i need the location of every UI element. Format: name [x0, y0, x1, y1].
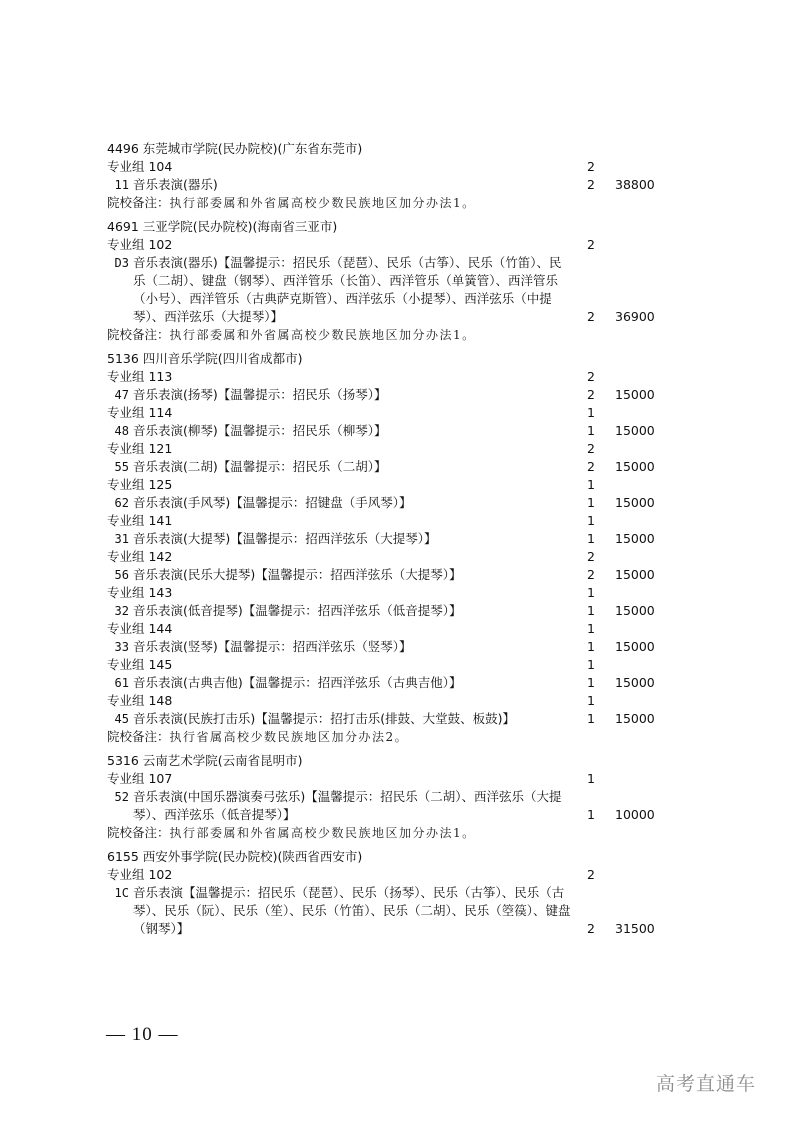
tuition-fee: 15000: [615, 639, 655, 654]
major-code: 47: [114, 388, 129, 402]
tuition-fee: 36900: [615, 309, 655, 324]
major-row: [107, 422, 657, 440]
major-count: 1: [587, 603, 595, 618]
major-code: 56: [114, 568, 129, 582]
page-number: — 10 —: [106, 1024, 179, 1045]
major-code: 61: [114, 676, 129, 690]
major-description: 音乐表演(中国乐器演奏弓弦乐)【温馨提示：招民乐（二胡）、西洋弦乐（大提琴）、西洋弦乐（低音提琴）】: [133, 789, 562, 822]
major-row: [107, 710, 657, 728]
major-group-row: [107, 158, 657, 176]
school-note-label: 院校备注：: [107, 825, 170, 840]
major-count: 1: [587, 495, 595, 510]
major-count: 1: [587, 675, 595, 690]
group-count: 2: [587, 159, 595, 174]
major-group-row: [107, 620, 657, 638]
school-note-label: 院校备注：: [107, 327, 170, 342]
major-count: 1: [587, 807, 595, 822]
group-label: 专业组 113: [107, 369, 173, 384]
major-group-row: [107, 404, 657, 422]
group-count: 2: [587, 867, 595, 882]
major-count: 2: [587, 459, 595, 474]
major-row: [107, 176, 657, 194]
group-label: 专业组 148: [107, 693, 173, 708]
school-block: [107, 218, 657, 344]
school-note-text: 执行部委属和外省属高校少数民族地区加分办法1。: [169, 826, 476, 840]
school-note: [107, 326, 657, 344]
major-row: [107, 788, 657, 824]
tuition-fee: 31500: [615, 921, 655, 936]
major-row: [107, 254, 657, 326]
school-title: 4691 三亚学院(民办院校)(海南省三亚市): [107, 219, 338, 234]
major-description: 音乐表演(古典吉他)【温馨提示：招西洋弦乐（古典吉他）】: [133, 675, 462, 690]
major-row: [107, 458, 657, 476]
school-note-label: 院校备注：: [107, 729, 170, 744]
group-label: 专业组 102: [107, 867, 173, 882]
group-count: 1: [587, 621, 595, 636]
major-row: [107, 884, 657, 938]
group-count: 1: [587, 477, 595, 492]
major-description: 音乐表演(二胡)【温馨提示：招民乐（二胡）】: [133, 459, 387, 474]
major-code: 32: [114, 604, 129, 618]
admissions-list: [107, 140, 657, 944]
major-row: [107, 674, 657, 692]
school-note: [107, 194, 657, 212]
tuition-fee: 15000: [615, 531, 655, 546]
school-block: [107, 848, 657, 938]
major-description: 音乐表演(扬琴)【温馨提示：招民乐（扬琴）】: [133, 387, 387, 402]
watermark: 高考直通车: [656, 1073, 757, 1095]
group-count: 2: [587, 441, 595, 456]
tuition-fee: 15000: [615, 675, 655, 690]
school-title: 4496 东莞城市学院(民办院校)(广东省东莞市): [107, 141, 363, 156]
group-label: 专业组 141: [107, 513, 173, 528]
major-row: [107, 602, 657, 620]
major-group-row: [107, 866, 657, 884]
tuition-fee: 10000: [615, 807, 655, 822]
group-count: 1: [587, 585, 595, 600]
group-count: 1: [587, 693, 595, 708]
major-code: 1C: [114, 886, 129, 900]
school-note: [107, 824, 657, 842]
group-label: 专业组 145: [107, 657, 173, 672]
major-count: 2: [587, 177, 595, 192]
major-row: [107, 386, 657, 404]
major-group-row: [107, 368, 657, 386]
major-count: 1: [587, 639, 595, 654]
major-code: D3: [114, 256, 129, 270]
group-label: 专业组 107: [107, 771, 173, 786]
major-code: 45: [114, 712, 129, 726]
major-count: 2: [587, 387, 595, 402]
group-label: 专业组 143: [107, 585, 173, 600]
major-count: 2: [587, 921, 595, 936]
tuition-fee: 15000: [615, 495, 655, 510]
group-label: 专业组 102: [107, 237, 173, 252]
tuition-fee: 15000: [615, 603, 655, 618]
tuition-fee: 15000: [615, 567, 655, 582]
school-note: [107, 728, 657, 746]
group-label: 专业组 114: [107, 405, 173, 420]
major-count: 1: [587, 531, 595, 546]
major-description: 音乐表演(柳琴)【温馨提示：招民乐（柳琴）】: [133, 423, 387, 438]
major-code: 52: [114, 790, 129, 804]
group-label: 专业组 121: [107, 441, 173, 456]
major-row: [107, 494, 657, 512]
major-group-row: [107, 770, 657, 788]
school-note-text: 执行省属高校少数民族地区加分办法2。: [169, 730, 409, 744]
school-block: [107, 140, 657, 212]
major-description: 音乐表演(大提琴)【温馨提示：招西洋弦乐（大提琴）】: [133, 531, 437, 546]
group-count: 1: [587, 513, 595, 528]
major-count: 2: [587, 309, 595, 324]
major-description: 音乐表演(器乐)【温馨提示：招民乐（琵琶）、民乐（古筝）、民乐（竹笛）、民乐（二胡）、键盘（钢琴）、西洋管乐（长笛）、西洋管乐（单簧管）、西洋管乐（小号）、西洋管乐（古典萨克斯管）、西洋弦乐（小提琴）、西洋弦乐（中提琴）、西洋弦乐（大提琴）】: [133, 255, 562, 324]
school-title: 5136 四川音乐学院(四川省成都市): [107, 351, 303, 366]
tuition-fee: 15000: [615, 711, 655, 726]
major-count: 1: [587, 423, 595, 438]
school-note-label: 院校备注：: [107, 195, 170, 210]
major-description: 音乐表演【温馨提示：招民乐（琵琶）、民乐（扬琴）、民乐（古筝）、民乐（古琴）、民乐（阮）、民乐（笙）、民乐（竹笛）、民乐（二胡）、民乐（箜篌）、键盘（钢琴）】: [133, 885, 571, 936]
school-title: 6155 西安外事学院(民办院校)(陕西省西安市): [107, 849, 363, 864]
major-group-row: [107, 584, 657, 602]
tuition-fee: 38800: [615, 177, 655, 192]
major-count: 1: [587, 711, 595, 726]
group-count: 2: [587, 237, 595, 252]
group-count: 1: [587, 771, 595, 786]
major-group-row: [107, 656, 657, 674]
major-code: 11: [114, 178, 129, 192]
school-note-text: 执行部委属和外省属高校少数民族地区加分办法1。: [169, 196, 476, 210]
school-block: [107, 752, 657, 842]
major-code: 62: [114, 496, 129, 510]
major-group-row: [107, 440, 657, 458]
major-description: 音乐表演(手风琴)【温馨提示：招键盘（手风琴）】: [133, 495, 412, 510]
major-code: 55: [114, 460, 129, 474]
major-description: 音乐表演(器乐): [133, 177, 218, 192]
major-group-row: [107, 548, 657, 566]
major-description: 音乐表演(民族打击乐)【温馨提示：招打击乐(排鼓、大堂鼓、板鼓)】: [133, 711, 516, 726]
major-row: [107, 638, 657, 656]
major-description: 音乐表演(竖琴)【温馨提示：招西洋弦乐（竖琴）】: [133, 639, 412, 654]
major-count: 2: [587, 567, 595, 582]
major-group-row: [107, 692, 657, 710]
group-label: 专业组 142: [107, 549, 173, 564]
major-row: [107, 530, 657, 548]
school-title: 5316 云南艺术学院(云南省昆明市): [107, 753, 303, 768]
major-description: 音乐表演(低音提琴)【温馨提示：招西洋弦乐（低音提琴）】: [133, 603, 462, 618]
group-count: 2: [587, 369, 595, 384]
major-code: 33: [114, 640, 129, 654]
group-label: 专业组 125: [107, 477, 173, 492]
tuition-fee: 15000: [615, 423, 655, 438]
group-count: 2: [587, 549, 595, 564]
group-count: 1: [587, 657, 595, 672]
major-code: 31: [114, 532, 129, 546]
major-group-row: [107, 512, 657, 530]
group-label: 专业组 104: [107, 159, 173, 174]
major-code: 48: [114, 424, 129, 438]
major-group-row: [107, 236, 657, 254]
school-note-text: 执行部委属和外省属高校少数民族地区加分办法1。: [169, 328, 476, 342]
major-description: 音乐表演(民乐大提琴)【温馨提示：招西洋弦乐（大提琴）】: [133, 567, 462, 582]
tuition-fee: 15000: [615, 459, 655, 474]
group-count: 1: [587, 405, 595, 420]
school-block: [107, 350, 657, 746]
major-row: [107, 566, 657, 584]
tuition-fee: 15000: [615, 387, 655, 402]
group-label: 专业组 144: [107, 621, 173, 636]
major-group-row: [107, 476, 657, 494]
